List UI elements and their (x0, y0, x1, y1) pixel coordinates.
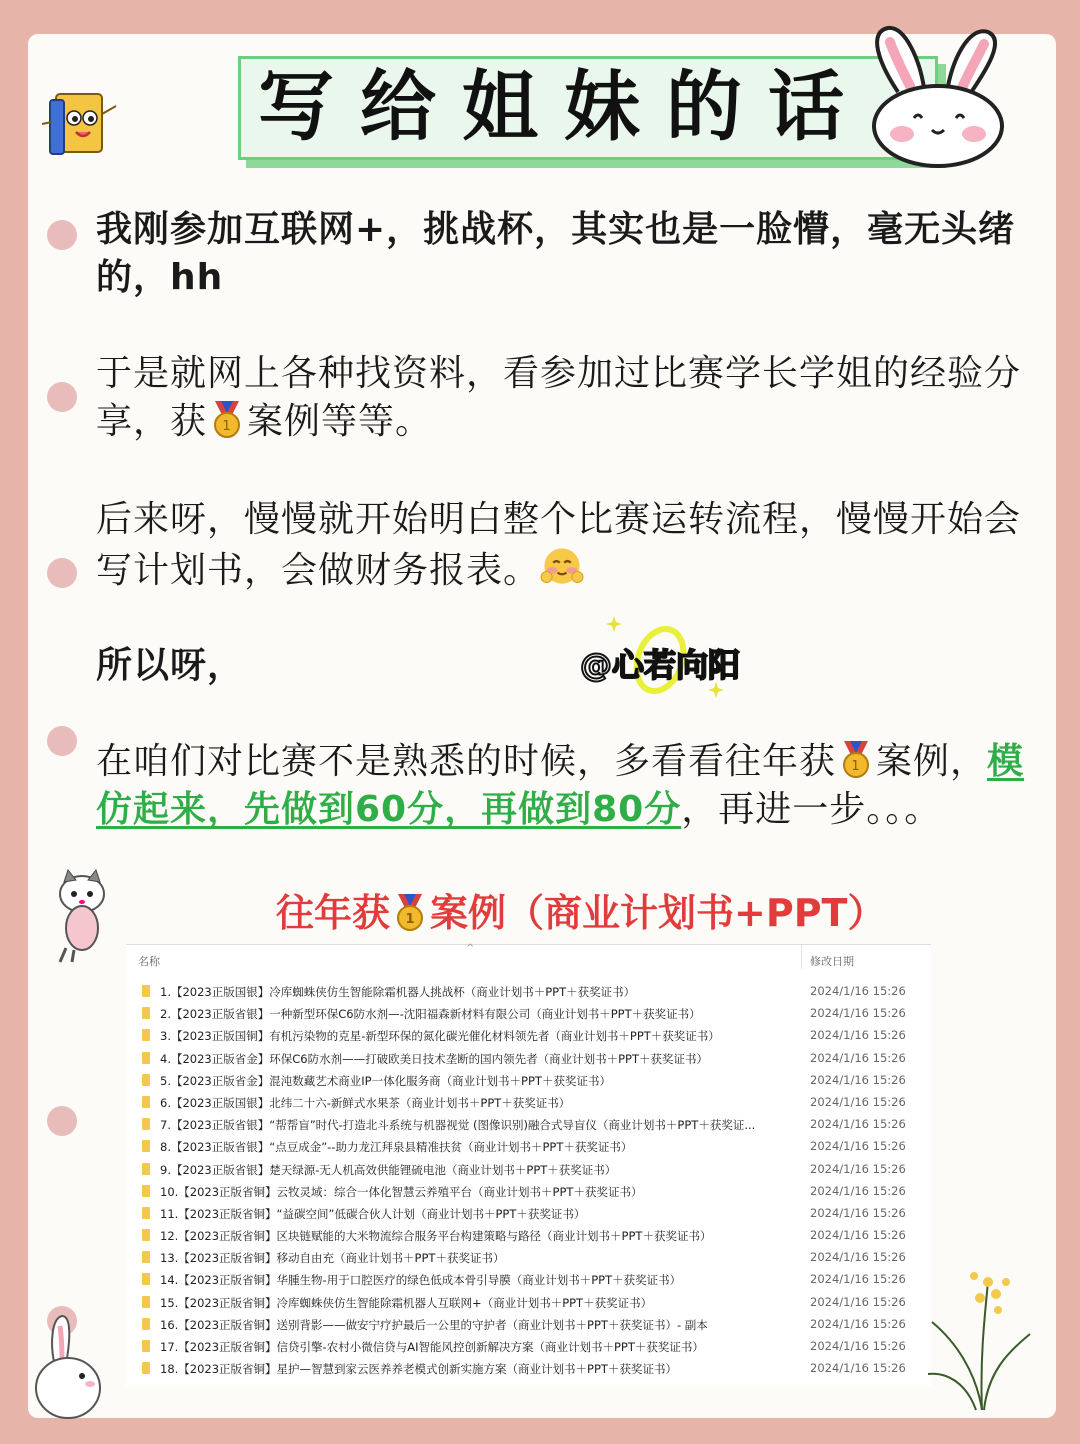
file-date: 2024/1/16 15:26 (810, 1006, 906, 1021)
folder-icon (142, 985, 150, 997)
folder-icon (142, 1140, 150, 1152)
file-row[interactable] (126, 1159, 931, 1181)
book-mascot-icon (36, 84, 124, 164)
folder-icon (142, 1185, 150, 1197)
file-row[interactable] (126, 1314, 931, 1336)
file-row[interactable] (126, 1048, 931, 1070)
file-name: 8.【2023正版省银】“点豆成金”--助力龙江拜泉县精准扶贫（商业计划书＋PPT＋获奖证书） (160, 1140, 633, 1155)
file-name: 18.【2023正版省铜】星护—智慧到家云医养养老模式创新实施方案（商业计划书＋PPT＋获奖证书） (160, 1362, 677, 1377)
file-row[interactable] (126, 1181, 931, 1203)
medal-icon (836, 739, 876, 779)
column-divider[interactable] (801, 945, 802, 969)
folder-icon (142, 1096, 150, 1108)
file-date: 2024/1/16 15:26 (810, 1117, 906, 1132)
paragraph-progress-text: 后来呀，慢慢就开始明白整个比赛运转流程，慢慢开始会写计划书，会做财务报表。 (96, 499, 1022, 591)
cat-sticker-icon (50, 868, 110, 964)
file-row[interactable] (126, 1336, 931, 1358)
paragraph-research-text-a: 于是就网上各种找资料，看参加过比赛学长学姐的经验分享，获 (96, 353, 1022, 442)
folder-icon (142, 1362, 150, 1374)
folder-icon (142, 1340, 150, 1352)
folder-icon (142, 1251, 150, 1263)
folder-icon (142, 1207, 150, 1219)
file-name: 15.【2023正版省铜】冷库蜘蛛侠仿生智能除霜机器人互联网+（商业计划书＋PPT＋获奖证书） (160, 1295, 653, 1310)
file-listing (126, 944, 931, 1386)
file-row[interactable] (126, 1269, 931, 1291)
file-name: 14.【2023正版省铜】华腫生物-用于口腔医疗的绿色低成本骨引导膜（商业计划书＋PPT＋获奖证书） (160, 1273, 682, 1288)
file-row[interactable] (126, 1025, 931, 1047)
section-title-text-b: 案例（商业计划书+PPT） (430, 891, 886, 935)
bullet-dot (47, 726, 77, 756)
folder-icon (142, 1118, 150, 1130)
file-date: 2024/1/16 15:26 (810, 1250, 906, 1265)
file-date: 2024/1/16 15:26 (810, 1205, 906, 1220)
file-name: 12.【2023正版省铜】区块链赋能的大米物流综合服务平台构建策略与路径（商业计划书＋PPT＋获奖证书） (160, 1229, 712, 1244)
folder-icon (142, 1007, 150, 1019)
watermark: @心若向阳 (580, 646, 741, 684)
file-date: 2024/1/16 15:26 (810, 1094, 906, 1109)
file-name: 10.【2023正版省铜】云牧灵域：综合一体化智慧云养殖平台（商业计划书＋PPT＋获奖证书） (160, 1184, 643, 1199)
file-date: 2024/1/16 15:26 (810, 1183, 906, 1198)
bunny-face-icon (858, 22, 1018, 172)
file-name: 6.【2023正版国银】北纬二十六-新鲜式水果茶（商业计划书＋PPT＋获奖证书） (160, 1095, 571, 1110)
column-header-date[interactable]: 修改日期 (810, 955, 854, 968)
file-name: 1.【2023正版国银】冷库蜘蛛侠仿生智能除霜机器人挑战杯（商业计划书＋PPT＋获奖证书） (160, 985, 636, 999)
bunny-sticker-icon (24, 1312, 114, 1422)
svg-text:1: 1 (851, 759, 861, 774)
section-title-text-a: 往年获 (276, 891, 391, 935)
file-date: 2024/1/16 15:26 (810, 1339, 906, 1353)
file-row[interactable] (126, 1358, 931, 1380)
file-date: 2024/1/16 15:26 (810, 1228, 906, 1243)
highlight-imitate: 模仿起来，先做到60分，再做到80分 (96, 741, 1025, 830)
file-date: 2024/1/16 15:26 (810, 1072, 906, 1087)
folder-icon (142, 1163, 150, 1175)
orchid-decoration-icon (926, 1262, 1036, 1412)
file-date: 2024/1/16 15:26 (810, 1272, 906, 1287)
section-title (276, 882, 886, 937)
paragraph-advice-text-a: 在咱们对比赛不是熟悉的时候，多看看往年获 (96, 741, 837, 782)
page-title: 写给姐妹的话 (258, 62, 870, 151)
file-row[interactable] (126, 1203, 931, 1225)
paragraph-progress (96, 496, 1054, 595)
file-name: 11.【2023正版省铜】“益碳空间”低碳合伙人计划（商业计划书＋PPT＋获奖证书） (160, 1206, 586, 1221)
medal-icon (390, 892, 430, 932)
file-name: 3.【2023正版国铜】有机污染物的克星-新型环保的氮化碳光催化材料领先者（商业计划书＋PPT＋获奖证书） (160, 1029, 720, 1044)
file-rows (126, 981, 931, 1380)
file-date: 2024/1/16 15:26 (810, 1161, 906, 1176)
file-date: 2024/1/16 15:26 (810, 984, 906, 998)
paragraph-intro: 我刚参加互联网+，挑战杯，其实也是一脸懵，毫无头绪的，hh (96, 209, 1016, 298)
paragraph-advice-text-b: 案例， (876, 741, 988, 782)
file-name: 2.【2023正版省银】一种新型环保C6防水剂—-沈阳福森新材料有限公司（商业计划书＋PPT＋获奖证书） (160, 1007, 701, 1022)
file-row[interactable] (126, 1292, 931, 1314)
paragraph-advice-text-d: ，再进一步。。。 (681, 789, 942, 830)
file-row[interactable] (126, 1092, 931, 1114)
file-name: 4.【2023正版省金】环保C6防水剂——打破欧美日技术垄断的国内领先者（商业计划书＋PPT＋获奖证书） (160, 1051, 708, 1066)
svg-text:1: 1 (405, 912, 415, 927)
file-row[interactable] (126, 1247, 931, 1269)
file-name: 13.【2023正版省铜】移动自由充（商业计划书＋PPT＋获奖证书） (160, 1251, 505, 1266)
bullet-dot (47, 1106, 77, 1136)
file-name: 9.【2023正版省银】楚天绿源-无人机高效供能锂硫电池（商业计划书＋PPT＋获奖证书） (160, 1162, 617, 1177)
file-date: 2024/1/16 15:26 (810, 1294, 906, 1309)
file-row[interactable] (126, 1114, 931, 1136)
folder-icon (142, 1318, 150, 1330)
file-row[interactable] (126, 1070, 931, 1092)
paragraph-research (96, 350, 1054, 446)
folder-icon (142, 1273, 150, 1285)
file-date: 2024/1/16 15:26 (810, 1139, 906, 1154)
column-header-name[interactable]: 名称 (138, 955, 160, 968)
sort-chevron-icon[interactable]: ^ (466, 943, 475, 954)
bullet-dot (47, 382, 77, 412)
file-date: 2024/1/16 15:26 (810, 1316, 906, 1331)
file-row[interactable] (126, 1136, 931, 1158)
file-row[interactable] (126, 981, 931, 1003)
paragraph-so: 所以呀， (96, 645, 245, 686)
folder-icon (142, 1074, 150, 1086)
folder-icon (142, 1052, 150, 1064)
folder-icon (142, 1029, 150, 1041)
file-date: 2024/1/16 15:26 (810, 1028, 906, 1043)
medal-icon (207, 399, 247, 439)
folder-icon (142, 1296, 150, 1308)
file-name: 17.【2023正版省铜】信贷引擎-农村小微信贷与AI智能风控创新解决方案（商业计划书＋PPT＋获奖证书） (160, 1340, 704, 1354)
file-name: 7.【2023正版省银】“帮帮盲”时代-打造北斗系统与机器视觉 (图像识别)融合式导盲仪（商业计划书＋PPT＋获奖证... (160, 1118, 756, 1133)
file-name: 16.【2023正版省铜】送别背影——做安宁疗护最后一公里的守护者（商业计划书＋PPT＋获奖证书）- 副本 (160, 1317, 708, 1332)
file-date: 2024/1/16 15:26 (810, 1050, 906, 1065)
folder-icon (142, 1229, 150, 1241)
file-row[interactable] (126, 1003, 931, 1025)
paragraph-advice (96, 738, 1054, 834)
file-date: 2024/1/16 15:26 (810, 1361, 906, 1376)
svg-text:1: 1 (222, 419, 232, 434)
file-row[interactable] (126, 1225, 931, 1247)
paragraph-research-text-b: 案例等等。 (247, 401, 433, 442)
blush-face-icon (540, 544, 584, 588)
file-name: 5.【2023正版省金】混沌数藏艺术商业IP一体化服务商（商业计划书＋PPT＋获奖证书） (160, 1073, 611, 1088)
bullet-dot (47, 558, 77, 588)
bullet-dot (47, 220, 77, 250)
